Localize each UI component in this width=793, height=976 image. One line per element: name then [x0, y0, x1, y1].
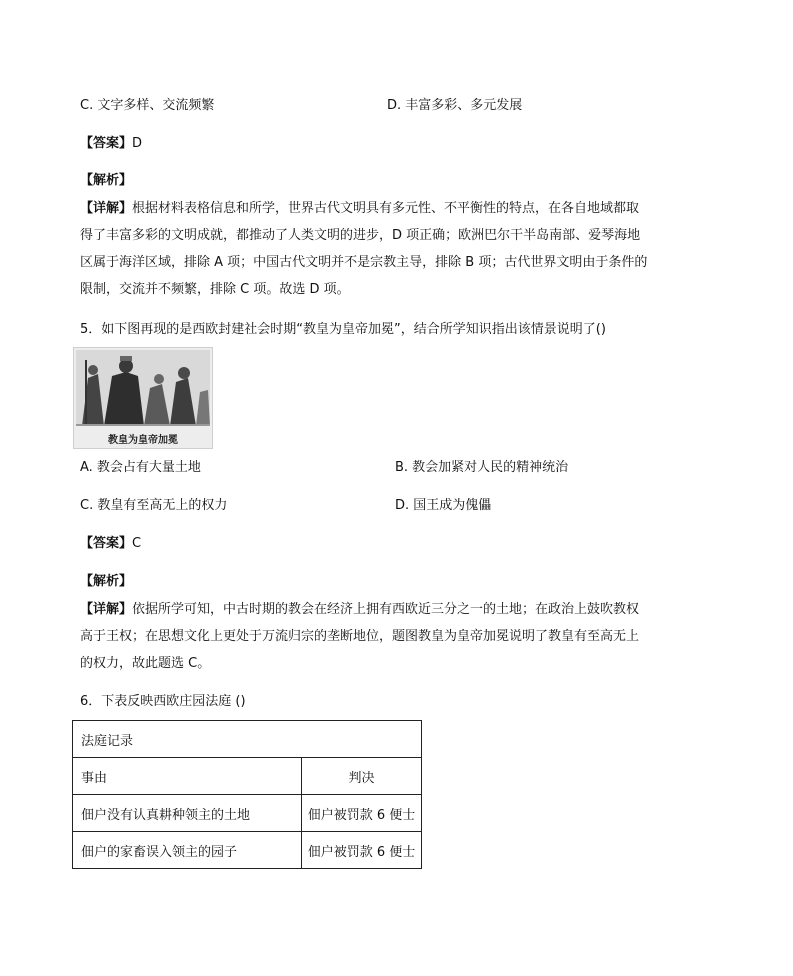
image-caption: 教皇为皇帝加冕 — [108, 435, 178, 446]
q5-option-b: B. 教会加紧对人民的精神统治 — [395, 460, 569, 475]
q5-option-d: D. 国王成为傀儡 — [395, 498, 492, 513]
row-cause: 佃户没有认真耕种领主的土地 — [73, 795, 302, 832]
q5-detail-line-1 — [80, 600, 639, 620]
table-title-row — [73, 721, 422, 758]
q4-detail-line-4: 限制，交流并不频繁，排除 C 项。故选 D 项。 — [80, 282, 350, 297]
q5-detail-line-2: 高于王权；在思想文化上更处于万流归宗的垄断地位，题图教皇为皇帝加冕说明了教皇有至高无上 — [80, 629, 640, 644]
detail-tag: 【详解】 — [80, 201, 133, 216]
q5-option-c: C. 教皇有至高无上的权力 — [80, 498, 228, 513]
header-verdict: 判决 — [302, 758, 422, 795]
q4-option-c: C. 文字多样、交流频繁 — [80, 98, 215, 113]
q4-analysis-tag: 【解析】 — [80, 173, 133, 188]
table-header-row — [73, 758, 422, 795]
table-row — [73, 832, 422, 869]
q4-detail-line-3: 区属于海洋区域，排除 A 项；中国古代文明并不是宗教主导，排除 B 项；古代世界文明由于条件的 — [80, 255, 648, 270]
q4-answer — [80, 134, 142, 154]
detail-text: 根据材料表格信息和所学，世界古代文明具有多元性、不平衡性的特点，在各自地域都取 — [132, 201, 640, 216]
answer-tag: 【答案】 — [80, 536, 133, 551]
court-record-table — [72, 720, 422, 869]
detail-text: 依据所学可知，中古时期的教会在经济上拥有西欧近三分之一的土地；在政治上鼓吹教权 — [132, 602, 640, 617]
q5-option-a: A. 教会占有大量土地 — [80, 460, 201, 475]
coronation-image — [73, 347, 213, 449]
row-cause: 佃户的家畜误入领主的园子 — [73, 832, 302, 869]
q6-stem: 6．下表反映西欧庄园法庭 () — [80, 694, 246, 709]
row-verdict: 佃户被罚款 6 便士 — [302, 832, 422, 869]
row-verdict: 佃户被罚款 6 便士 — [302, 795, 422, 832]
header-cause: 事由 — [73, 758, 302, 795]
answer-value: C — [132, 536, 142, 551]
table-row — [73, 795, 422, 832]
q5-stem: 5．如下图再现的是西欧封建社会时期“教皇为皇帝加冕”，结合所学知识指出该情景说明了() — [80, 322, 606, 337]
table-title: 法庭记录 — [73, 721, 422, 758]
answer-value: D — [132, 136, 143, 151]
q5-analysis-tag: 【解析】 — [80, 574, 133, 589]
q5-detail-line-3: 的权力，故此题选 C。 — [80, 656, 211, 671]
q4-detail-line-1 — [80, 199, 639, 219]
detail-tag: 【详解】 — [80, 602, 133, 617]
q4-option-d: D. 丰富多彩、多元发展 — [387, 98, 523, 113]
answer-tag: 【答案】 — [80, 136, 133, 151]
q4-detail-line-2: 得了丰富多彩的文明成就，都推动了人类文明的进步，D 项正确；欧洲巴尔干半岛南部、爱琴海地 — [80, 228, 641, 243]
q5-answer — [80, 534, 141, 554]
